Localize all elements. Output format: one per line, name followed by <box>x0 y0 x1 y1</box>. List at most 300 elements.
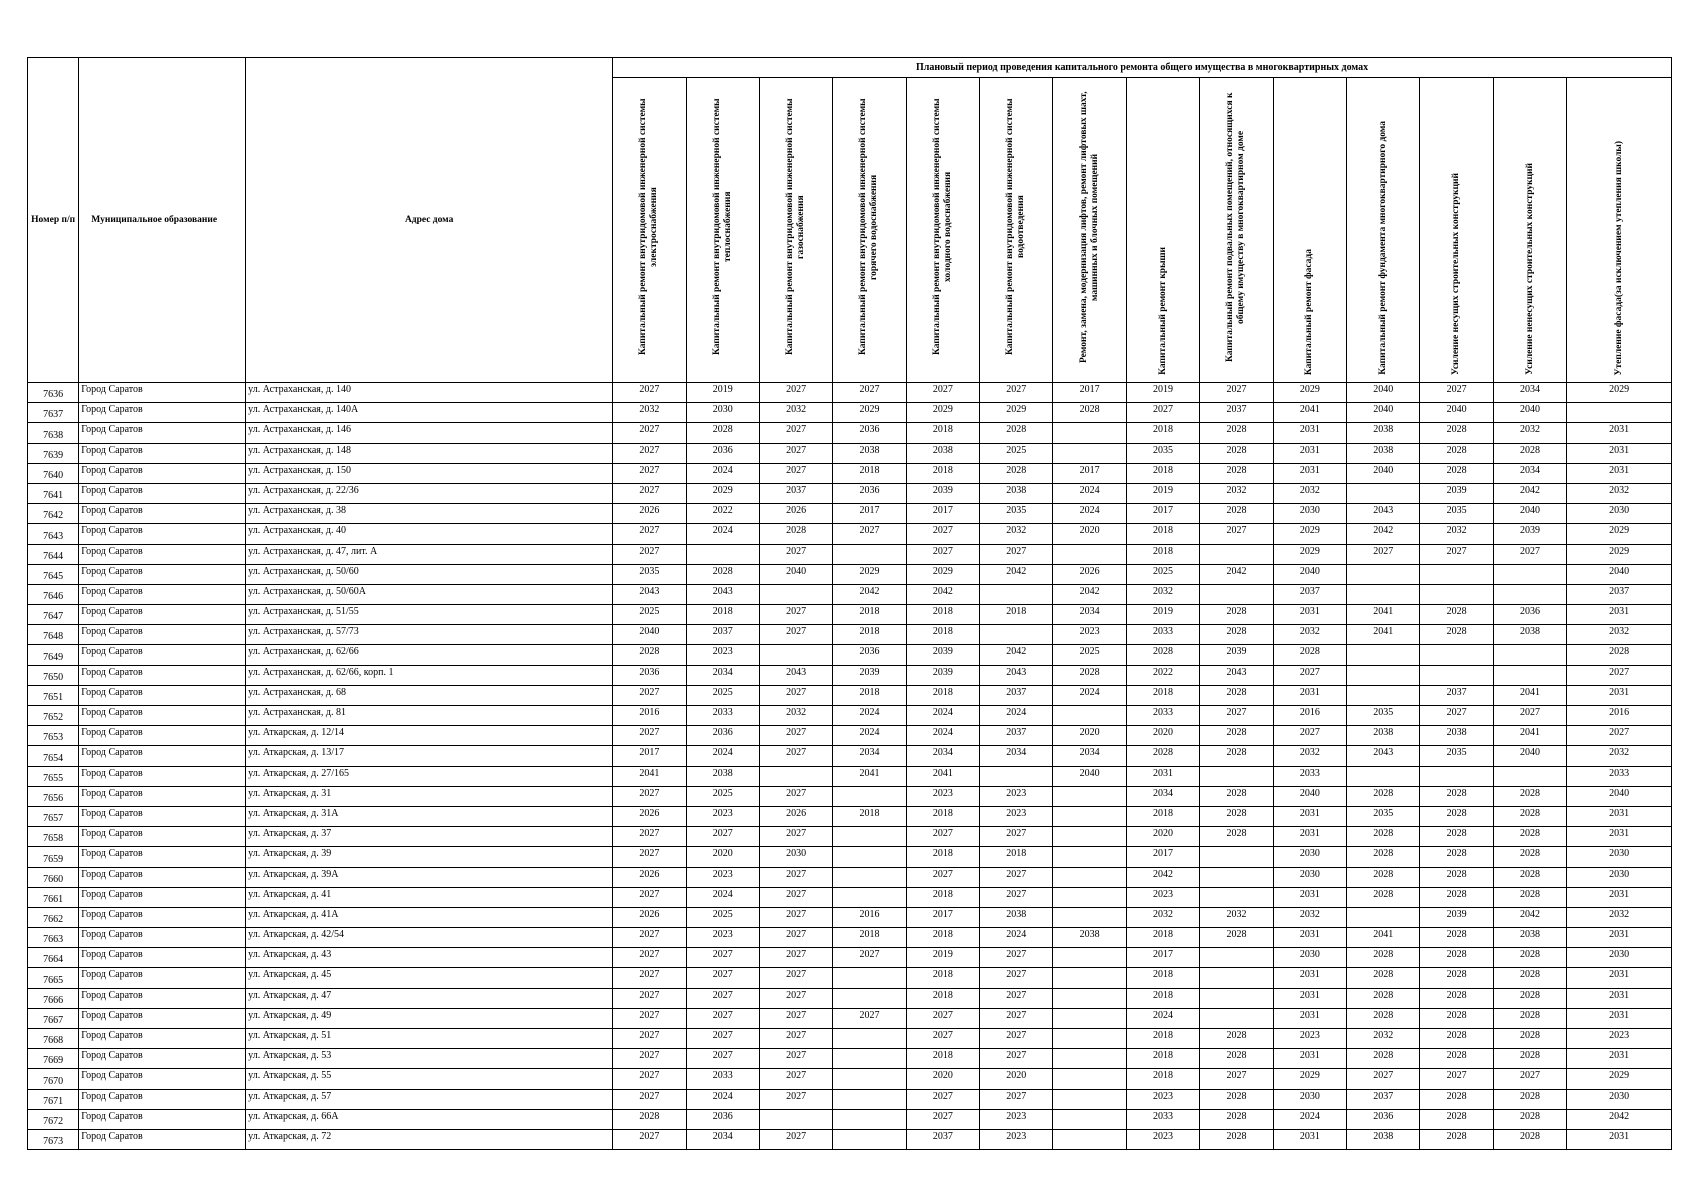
row-number-cell: 7640 <box>28 463 79 483</box>
table-row <box>28 383 1672 403</box>
year-cell: 2027 <box>980 968 1053 988</box>
year-cell: 2036 <box>1347 1109 1420 1129</box>
year-cell: 2027 <box>906 1109 979 1129</box>
year-cell: 2040 <box>1567 564 1672 584</box>
municipality-cell: Город Саратов <box>79 928 246 948</box>
address-cell: ул. Аткарская, д. 13/17 <box>246 746 613 766</box>
municipality-cell: Город Саратов <box>79 948 246 968</box>
work-header-label: Капитальный ремонт внутридомовой инженерной системы водоотведения <box>1005 98 1027 356</box>
year-cell: 2039 <box>906 483 979 503</box>
year-cell: 2027 <box>613 463 686 483</box>
year-cell: 2027 <box>686 1008 759 1028</box>
address-cell: ул. Астраханская, д. 62/66, корп. 1 <box>246 665 613 685</box>
year-cell: 2040 <box>1493 504 1566 524</box>
year-cell: 2019 <box>906 948 979 968</box>
year-cell: 2017 <box>1126 847 1199 867</box>
year-cell: 2027 <box>759 1008 832 1028</box>
year-cell: 2042 <box>1493 907 1566 927</box>
table-row <box>28 665 1672 685</box>
year-cell: 2034 <box>1126 786 1199 806</box>
year-cell: 2028 <box>1200 463 1273 483</box>
year-cell: 2030 <box>1273 504 1346 524</box>
year-cell: 2024 <box>686 746 759 766</box>
year-cell: 2018 <box>1126 1069 1199 1089</box>
year-cell: 2038 <box>1493 928 1566 948</box>
year-cell: 2027 <box>1420 544 1493 564</box>
year-cell: 2037 <box>980 685 1053 705</box>
col-header-work-5 <box>906 78 979 383</box>
year-cell <box>1053 988 1126 1008</box>
year-cell: 2025 <box>686 685 759 705</box>
year-cell: 2037 <box>906 1129 979 1149</box>
year-cell: 2028 <box>1420 605 1493 625</box>
year-cell: 2028 <box>1200 1129 1273 1149</box>
year-cell: 2017 <box>906 504 979 524</box>
address-cell: ул. Аткарская, д. 72 <box>246 1129 613 1149</box>
municipality-cell: Город Саратов <box>79 625 246 645</box>
year-cell: 2040 <box>759 564 832 584</box>
year-cell: 2030 <box>1273 948 1346 968</box>
table-row <box>28 867 1672 887</box>
year-cell: 2028 <box>1053 665 1126 685</box>
municipality-cell: Город Саратов <box>79 564 246 584</box>
row-number-cell: 7652 <box>28 706 79 726</box>
year-cell: 2029 <box>1567 1069 1672 1089</box>
year-cell: 2027 <box>833 383 906 403</box>
year-cell: 2028 <box>980 463 1053 483</box>
year-cell: 2028 <box>1200 504 1273 524</box>
municipality-cell: Город Саратов <box>79 383 246 403</box>
year-cell: 2024 <box>980 706 1053 726</box>
year-cell <box>1053 867 1126 887</box>
municipality-cell: Город Саратов <box>79 504 246 524</box>
year-cell: 2026 <box>613 867 686 887</box>
year-cell: 2041 <box>1347 928 1420 948</box>
year-cell: 2038 <box>686 766 759 786</box>
table-row <box>28 504 1672 524</box>
work-header-label: Капитальный ремонт внутридомовой инженерной системы холодного водоснабжения <box>931 98 953 356</box>
year-cell: 2043 <box>1347 746 1420 766</box>
year-cell: 2018 <box>906 988 979 1008</box>
year-cell: 2027 <box>980 1029 1053 1049</box>
year-cell <box>980 584 1053 604</box>
year-cell: 2028 <box>1200 827 1273 847</box>
row-number-cell: 7643 <box>28 524 79 544</box>
year-cell: 2029 <box>1273 1069 1346 1089</box>
year-cell: 2027 <box>759 1089 832 1109</box>
year-cell: 2033 <box>686 1069 759 1089</box>
year-cell: 2023 <box>1126 1129 1199 1149</box>
table-row <box>28 605 1672 625</box>
year-cell: 2031 <box>1567 423 1672 443</box>
row-number-cell: 7669 <box>28 1049 79 1069</box>
year-cell: 2039 <box>906 665 979 685</box>
table-row <box>28 1089 1672 1109</box>
year-cell: 2017 <box>1126 948 1199 968</box>
year-cell <box>759 584 832 604</box>
year-cell: 2036 <box>833 483 906 503</box>
capital-repair-plan-table <box>27 57 1672 1150</box>
year-cell <box>833 544 906 564</box>
year-cell <box>1200 948 1273 968</box>
row-number-cell: 7673 <box>28 1129 79 1149</box>
year-cell: 2034 <box>833 746 906 766</box>
year-cell: 2028 <box>1493 988 1566 1008</box>
year-cell: 2027 <box>613 423 686 443</box>
year-cell: 2016 <box>613 706 686 726</box>
work-header-label: Капитальный ремонт внутридомовой инженерной системы теплоснабжения <box>711 98 733 356</box>
municipality-cell: Город Саратов <box>79 706 246 726</box>
year-cell: 2032 <box>759 403 832 423</box>
year-cell: 2024 <box>906 706 979 726</box>
year-cell: 2041 <box>1493 685 1566 705</box>
row-number-cell: 7641 <box>28 483 79 503</box>
address-cell: ул. Аткарская, д. 12/14 <box>246 726 613 746</box>
year-cell: 2028 <box>1200 746 1273 766</box>
year-cell: 2032 <box>1567 746 1672 766</box>
col-header-work-6 <box>980 78 1053 383</box>
year-cell: 2027 <box>1273 726 1346 746</box>
year-cell: 2027 <box>613 443 686 463</box>
year-cell: 2018 <box>833 463 906 483</box>
municipality-cell: Город Саратов <box>79 524 246 544</box>
table-row <box>28 1069 1672 1089</box>
year-cell: 2030 <box>1273 867 1346 887</box>
year-cell: 2023 <box>1567 1029 1672 1049</box>
row-number-cell: 7645 <box>28 564 79 584</box>
year-cell: 2030 <box>686 403 759 423</box>
year-cell: 2031 <box>1567 806 1672 826</box>
year-cell: 2028 <box>1493 1029 1566 1049</box>
year-cell: 2027 <box>1200 383 1273 403</box>
year-cell: 2020 <box>1053 524 1126 544</box>
year-cell: 2043 <box>613 584 686 604</box>
work-header-label: Ремонт, замена, модернизация лифтов, ремонт лифтовых шахт, машинных и блочных помещений <box>1078 91 1100 363</box>
year-cell: 2042 <box>980 564 1053 584</box>
year-cell: 2028 <box>1420 1129 1493 1149</box>
year-cell <box>1053 544 1126 564</box>
table-row <box>28 423 1672 443</box>
year-cell: 2028 <box>1420 867 1493 887</box>
year-cell: 2028 <box>1200 625 1273 645</box>
address-cell: ул. Астраханская, д. 68 <box>246 685 613 705</box>
year-cell: 2033 <box>1126 706 1199 726</box>
year-cell: 2027 <box>980 544 1053 564</box>
work-header-label: Усиление несущих строительных конструкций <box>1451 172 1462 375</box>
year-cell: 2018 <box>1126 524 1199 544</box>
year-cell <box>1053 968 1126 988</box>
year-cell <box>1053 443 1126 463</box>
year-cell: 2030 <box>1567 1089 1672 1109</box>
year-cell: 2027 <box>906 1089 979 1109</box>
year-cell: 2027 <box>759 1069 832 1089</box>
year-cell: 2030 <box>1273 847 1346 867</box>
year-cell: 2028 <box>980 423 1053 443</box>
year-cell <box>1200 766 1273 786</box>
year-cell: 2035 <box>1347 806 1420 826</box>
year-cell: 2034 <box>1493 383 1566 403</box>
year-cell <box>1347 483 1420 503</box>
row-number-cell: 7672 <box>28 1109 79 1129</box>
year-cell <box>759 1109 832 1129</box>
year-cell: 2028 <box>1200 786 1273 806</box>
year-cell: 2027 <box>906 383 979 403</box>
year-cell: 2028 <box>1493 1089 1566 1109</box>
row-number-cell: 7654 <box>28 746 79 766</box>
row-number-cell: 7651 <box>28 685 79 705</box>
year-cell: 2019 <box>686 383 759 403</box>
year-cell: 2040 <box>613 625 686 645</box>
address-cell: ул. Астраханская, д. 22/36 <box>246 483 613 503</box>
year-cell: 2027 <box>686 1049 759 1069</box>
table-row <box>28 726 1672 746</box>
year-cell: 2027 <box>1567 726 1672 746</box>
year-cell: 2028 <box>1347 867 1420 887</box>
year-cell <box>1420 584 1493 604</box>
year-cell: 2038 <box>1053 928 1126 948</box>
year-cell: 2042 <box>1053 584 1126 604</box>
row-number-cell: 7646 <box>28 584 79 604</box>
year-cell: 2036 <box>613 665 686 685</box>
year-cell: 2031 <box>1273 685 1346 705</box>
year-cell <box>833 1129 906 1149</box>
year-cell <box>1347 584 1420 604</box>
year-cell: 2029 <box>686 483 759 503</box>
year-cell: 2042 <box>1567 1109 1672 1129</box>
year-cell: 2023 <box>980 806 1053 826</box>
row-number-cell: 7655 <box>28 766 79 786</box>
year-cell <box>1200 584 1273 604</box>
year-cell: 2027 <box>613 1089 686 1109</box>
year-cell: 2027 <box>613 948 686 968</box>
year-cell: 2027 <box>759 423 832 443</box>
address-cell: ул. Аткарская, д. 45 <box>246 968 613 988</box>
year-cell <box>1053 423 1126 443</box>
year-cell: 2027 <box>833 1008 906 1028</box>
year-cell <box>1347 766 1420 786</box>
address-cell: ул. Аткарская, д. 51 <box>246 1029 613 1049</box>
year-cell: 2028 <box>759 524 832 544</box>
year-cell: 2027 <box>1273 665 1346 685</box>
year-cell <box>833 887 906 907</box>
year-cell: 2031 <box>1567 928 1672 948</box>
year-cell: 2028 <box>1493 1049 1566 1069</box>
year-cell: 2032 <box>980 524 1053 544</box>
year-cell <box>1200 968 1273 988</box>
year-cell: 2034 <box>980 746 1053 766</box>
year-cell: 2032 <box>1347 1029 1420 1049</box>
year-cell: 2025 <box>686 907 759 927</box>
work-header-label: Капитальный ремонт фасада <box>1304 248 1315 375</box>
year-cell <box>1053 948 1126 968</box>
year-cell: 2028 <box>1347 887 1420 907</box>
year-cell: 2023 <box>1126 1089 1199 1109</box>
year-cell: 2027 <box>759 887 832 907</box>
year-cell <box>1053 1089 1126 1109</box>
year-cell: 2032 <box>1493 423 1566 443</box>
col-header-work-13 <box>1493 78 1566 383</box>
year-cell: 2027 <box>980 1008 1053 1028</box>
year-cell: 2043 <box>980 665 1053 685</box>
row-number-cell: 7648 <box>28 625 79 645</box>
year-cell: 2018 <box>906 605 979 625</box>
municipality-cell: Город Саратов <box>79 1069 246 1089</box>
address-cell: ул. Аткарская, д. 37 <box>246 827 613 847</box>
address-cell: ул. Астраханская, д. 62/66 <box>246 645 613 665</box>
year-cell <box>1053 1029 1126 1049</box>
year-cell: 2031 <box>1273 605 1346 625</box>
table-row <box>28 645 1672 665</box>
year-cell: 2027 <box>1420 383 1493 403</box>
col-header-work-1 <box>613 78 686 383</box>
year-cell: 2038 <box>980 483 1053 503</box>
year-cell: 2019 <box>1126 483 1199 503</box>
table-row <box>28 847 1672 867</box>
year-cell: 2030 <box>1567 504 1672 524</box>
year-cell: 2033 <box>1126 625 1199 645</box>
year-cell: 2027 <box>980 383 1053 403</box>
year-cell: 2041 <box>1347 625 1420 645</box>
year-cell: 2024 <box>980 928 1053 948</box>
year-cell: 2031 <box>1567 827 1672 847</box>
year-cell: 2025 <box>1053 645 1126 665</box>
address-cell: ул. Аткарская, д. 43 <box>246 948 613 968</box>
year-cell: 2023 <box>686 645 759 665</box>
year-cell: 2027 <box>980 867 1053 887</box>
year-cell: 2029 <box>1273 544 1346 564</box>
row-number-cell: 7637 <box>28 403 79 423</box>
year-cell: 2034 <box>906 746 979 766</box>
year-cell: 2027 <box>613 887 686 907</box>
year-cell: 2043 <box>686 584 759 604</box>
work-header-label: Утепление фасада(за исключением утепления школы) <box>1613 140 1624 375</box>
year-cell: 2032 <box>1200 483 1273 503</box>
year-cell <box>1347 665 1420 685</box>
address-cell: ул. Аткарская, д. 39А <box>246 867 613 887</box>
address-cell: ул. Астраханская, д. 140А <box>246 403 613 423</box>
year-cell: 2024 <box>833 706 906 726</box>
municipality-cell: Город Саратов <box>79 988 246 1008</box>
year-cell: 2025 <box>980 443 1053 463</box>
year-cell <box>1493 665 1566 685</box>
year-cell <box>1200 847 1273 867</box>
year-cell: 2029 <box>1567 524 1672 544</box>
year-cell: 2037 <box>1200 403 1273 423</box>
table-row <box>28 443 1672 463</box>
municipality-cell: Город Саратов <box>79 1129 246 1149</box>
table-row <box>28 827 1672 847</box>
year-cell: 2027 <box>833 948 906 968</box>
row-number-cell: 7671 <box>28 1089 79 1109</box>
year-cell: 2018 <box>1126 988 1199 1008</box>
year-cell: 2029 <box>1273 383 1346 403</box>
year-cell: 2031 <box>1273 423 1346 443</box>
year-cell <box>686 544 759 564</box>
year-cell: 2029 <box>1567 383 1672 403</box>
year-cell: 2023 <box>1126 887 1199 907</box>
year-cell: 2019 <box>1126 605 1199 625</box>
year-cell <box>1053 1109 1126 1129</box>
municipality-cell: Город Саратов <box>79 544 246 564</box>
year-cell <box>1053 806 1126 826</box>
year-cell: 2038 <box>906 443 979 463</box>
year-cell: 2018 <box>1126 968 1199 988</box>
year-cell: 2027 <box>759 726 832 746</box>
year-cell: 2028 <box>1420 827 1493 847</box>
year-cell: 2038 <box>833 443 906 463</box>
year-cell: 2032 <box>1273 907 1346 927</box>
work-header-label: Капитальный ремонт фундамента многоквартирного дома <box>1377 121 1388 375</box>
year-cell: 2023 <box>686 806 759 826</box>
year-cell: 2037 <box>1567 584 1672 604</box>
year-cell: 2024 <box>686 1089 759 1109</box>
year-cell: 2018 <box>906 463 979 483</box>
year-cell: 2027 <box>613 685 686 705</box>
year-cell: 2030 <box>759 847 832 867</box>
year-cell: 2028 <box>1420 1089 1493 1109</box>
year-cell: 2027 <box>759 746 832 766</box>
municipality-cell: Город Саратов <box>79 1049 246 1069</box>
address-cell: ул. Астраханская, д. 148 <box>246 443 613 463</box>
year-cell: 2028 <box>1420 1109 1493 1129</box>
municipality-cell: Город Саратов <box>79 483 246 503</box>
year-cell <box>833 1049 906 1069</box>
year-cell: 2028 <box>1347 786 1420 806</box>
year-cell: 2024 <box>686 463 759 483</box>
table-row <box>28 1049 1672 1069</box>
year-cell <box>1053 887 1126 907</box>
year-cell: 2039 <box>833 665 906 685</box>
year-cell: 2026 <box>613 806 686 826</box>
year-cell: 2027 <box>686 827 759 847</box>
work-header-label: Капитальный ремонт внутридомовой инженерной системы электроснабжения <box>638 98 660 356</box>
year-cell: 2040 <box>1567 786 1672 806</box>
year-cell: 2031 <box>1567 443 1672 463</box>
table-row <box>28 887 1672 907</box>
year-cell <box>1053 1129 1126 1149</box>
year-cell: 2043 <box>1347 504 1420 524</box>
year-cell: 2028 <box>1493 847 1566 867</box>
work-header-label: Капитальный ремонт подвальных помещений, относящихся к общему имуществу в многоквартирном доме <box>1225 92 1247 362</box>
year-cell: 2032 <box>1567 907 1672 927</box>
year-cell: 2031 <box>1273 887 1346 907</box>
row-number-cell: 7660 <box>28 867 79 887</box>
row-number-cell: 7638 <box>28 423 79 443</box>
year-cell: 2030 <box>1273 1089 1346 1109</box>
year-cell: 2028 <box>1200 1049 1273 1069</box>
year-cell: 2028 <box>1200 1109 1273 1129</box>
municipality-cell: Город Саратов <box>79 726 246 746</box>
municipality-cell: Город Саратов <box>79 827 246 847</box>
year-cell <box>1347 907 1420 927</box>
year-cell: 2023 <box>1053 625 1126 645</box>
year-cell: 2037 <box>1273 584 1346 604</box>
municipality-cell: Город Саратов <box>79 746 246 766</box>
year-cell: 2027 <box>1493 706 1566 726</box>
year-cell <box>1420 645 1493 665</box>
col-header-work-7 <box>1053 78 1126 383</box>
municipality-cell: Город Саратов <box>79 1109 246 1129</box>
year-cell: 2038 <box>1347 1129 1420 1149</box>
year-cell: 2031 <box>1126 766 1199 786</box>
year-cell: 2028 <box>1493 1008 1566 1028</box>
address-cell: ул. Аткарская, д. 39 <box>246 847 613 867</box>
address-cell: ул. Астраханская, д. 81 <box>246 706 613 726</box>
year-cell: 2039 <box>1200 645 1273 665</box>
year-cell: 2028 <box>1200 806 1273 826</box>
col-header-number: Номер п/п <box>28 58 79 383</box>
year-cell: 2028 <box>1493 443 1566 463</box>
